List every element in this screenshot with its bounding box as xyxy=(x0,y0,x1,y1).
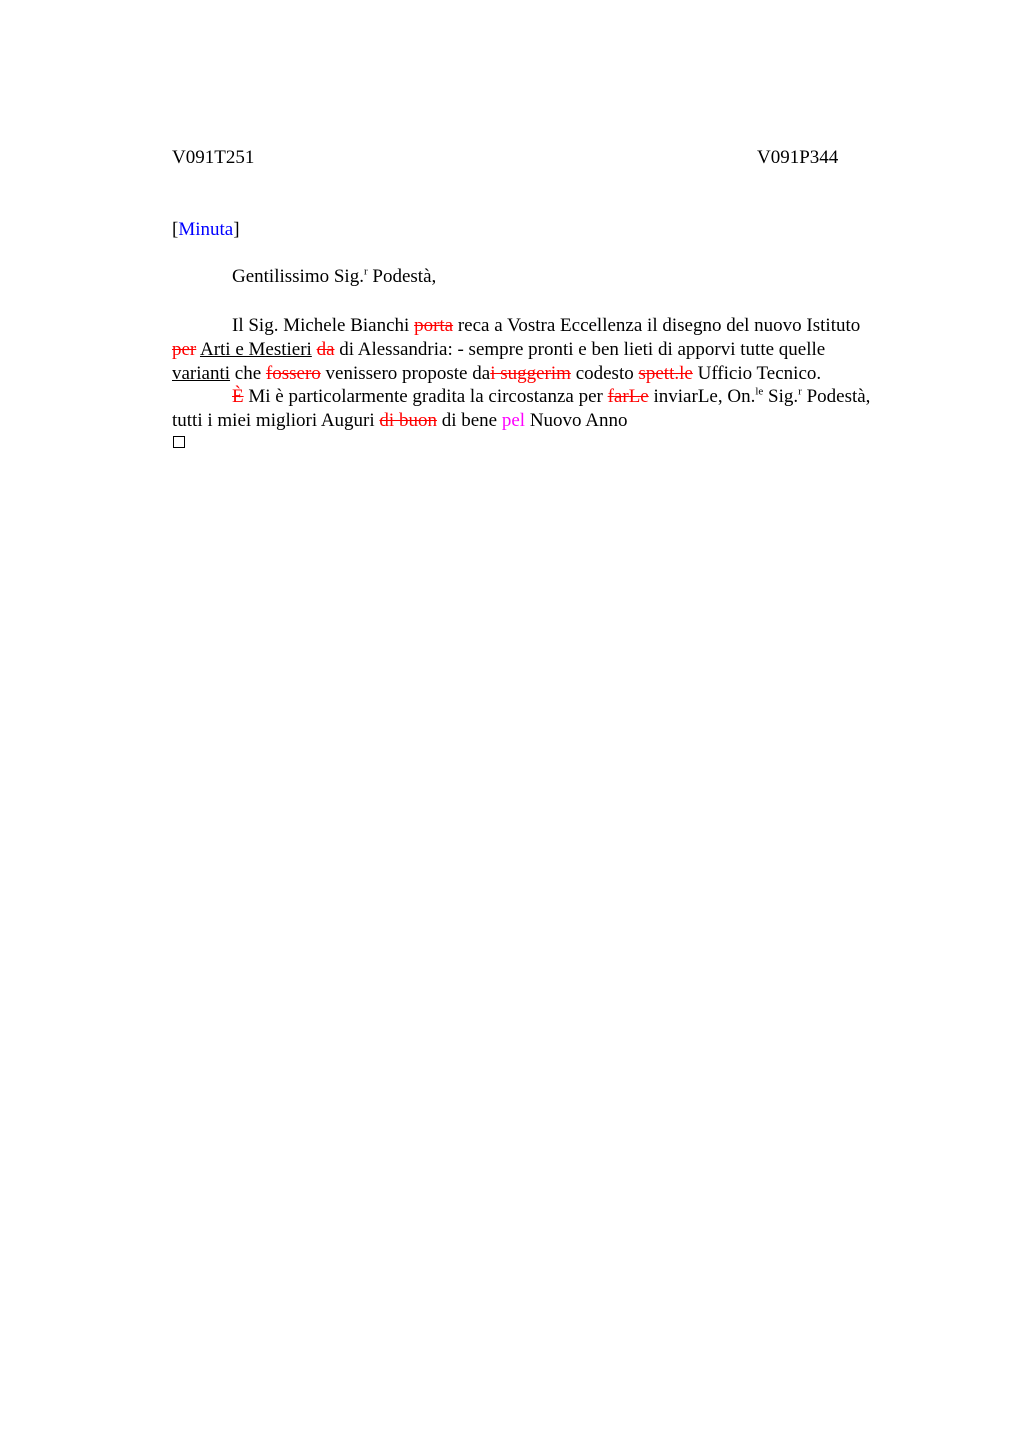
minuta-label-line xyxy=(172,219,240,241)
text-run: Il Sig. Michele Bianchi xyxy=(232,315,415,336)
deleted-text: per xyxy=(172,338,197,360)
text-run: Sig. xyxy=(763,386,799,408)
body-line-1 xyxy=(172,314,932,338)
salutation-text: Gentilissimo Sig. xyxy=(232,266,364,287)
superscript: r xyxy=(798,386,802,399)
text-run: che xyxy=(230,362,266,384)
minuta-label: Minuta xyxy=(178,219,234,240)
text-run: di bene xyxy=(436,410,502,432)
superscript: le xyxy=(755,386,764,399)
text-run: di Alessandria: - sempre pronti e ben lieti di apporvi tutte quelle xyxy=(334,338,826,360)
text-run: Mi è particolarmente gradita la circostanza per xyxy=(243,386,608,408)
deleted-text: spett.le xyxy=(638,362,693,384)
salutation xyxy=(232,266,436,288)
deleted-text: da xyxy=(316,338,335,360)
salutation-text-end: Podestà, xyxy=(367,266,437,287)
text-run: reca a Vostra Eccellenza il disegno del nuovo Istituto xyxy=(453,315,861,336)
document-header xyxy=(172,147,928,171)
body-line-4 xyxy=(172,385,932,409)
deleted-text: È xyxy=(232,386,244,408)
salutation-superscript: r xyxy=(363,265,368,278)
text-run: Podestà, xyxy=(801,386,871,408)
text-run: codesto xyxy=(570,362,639,384)
text-run: Nuovo Anno xyxy=(525,410,628,432)
body-line-3 xyxy=(172,362,932,386)
checkbox-square-icon xyxy=(173,436,185,448)
text-run: Ufficio Tecnico. xyxy=(692,362,822,384)
deleted-text: farLe xyxy=(607,386,649,408)
deleted-text: di buon xyxy=(379,410,437,432)
underlined-text: varianti xyxy=(172,362,231,384)
bracket-close: ] xyxy=(233,219,240,240)
text-run: inviarLe, On. xyxy=(648,386,756,408)
deleted-text: porta xyxy=(414,315,454,336)
text-run: tutti i miei migliori Auguri xyxy=(172,410,380,432)
body-line-2 xyxy=(172,338,932,362)
bracket-open: [ xyxy=(172,219,179,240)
deleted-text: fossero xyxy=(265,362,321,384)
document-code-right: V091P344 xyxy=(757,147,839,168)
inserted-text: pel xyxy=(501,410,526,432)
letter-body xyxy=(172,314,932,433)
underlined-text: Arti e Mestieri xyxy=(199,338,312,360)
text-run: venissero proposte da xyxy=(320,362,491,384)
deleted-text: i suggerim xyxy=(490,362,571,384)
body-line-5 xyxy=(172,409,932,433)
document-code-left: V091T251 xyxy=(172,147,255,168)
